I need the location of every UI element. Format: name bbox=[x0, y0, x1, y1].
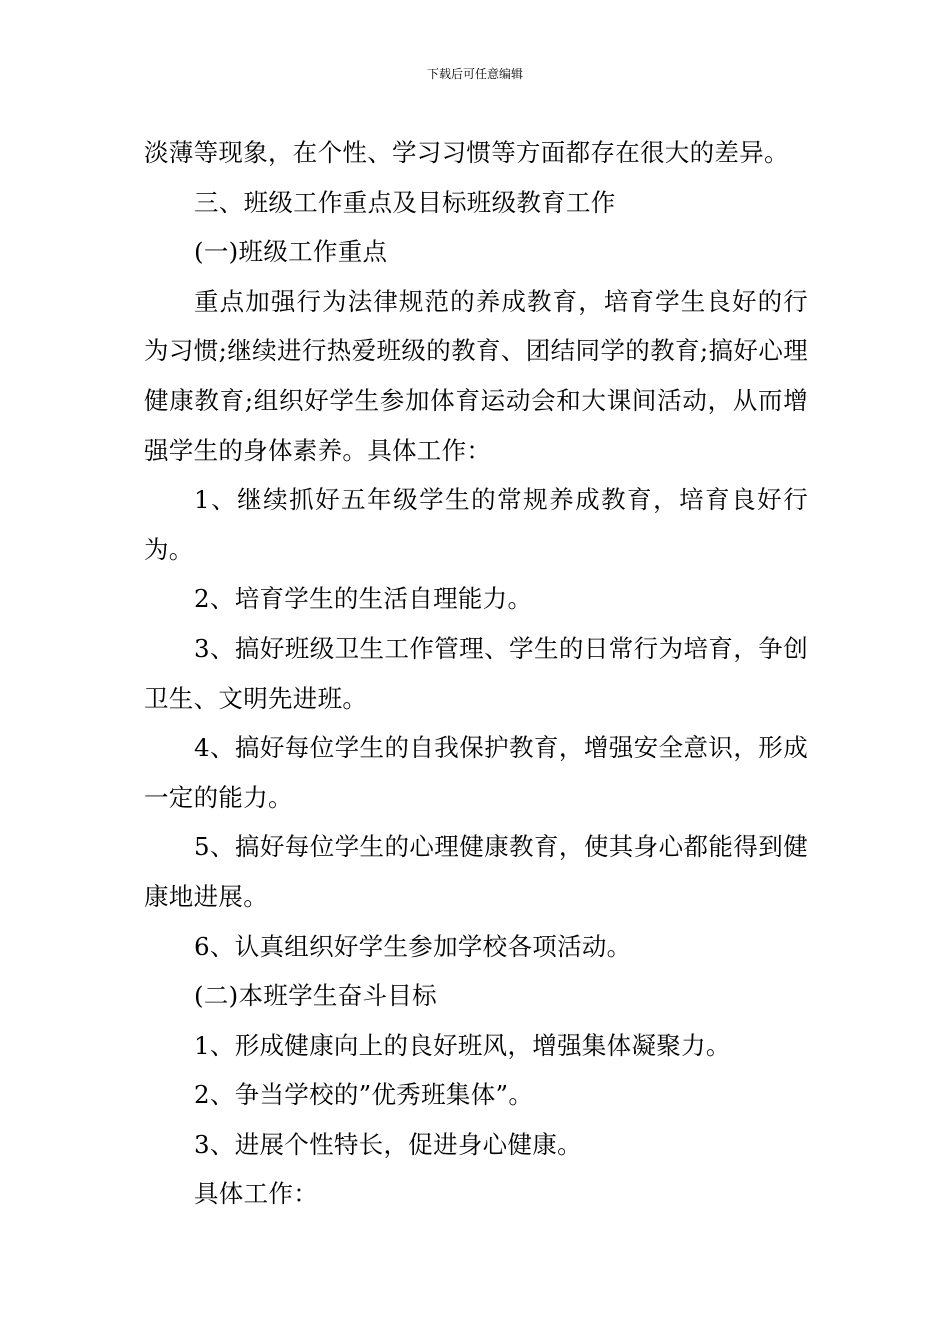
section-heading-3: 三、班级工作重点及目标班级教育工作 bbox=[194, 187, 616, 217]
list-item-work-6: 6、认真组织好学生参加学校各项活动。 bbox=[194, 931, 632, 961]
list-item-goal-3: 3、进展个性特长，促进身心健康。 bbox=[194, 1129, 582, 1159]
subsection-heading-1: (一)班级工作重点 bbox=[194, 237, 388, 267]
list-item-work-5: 5、搞好每位学生的心理健康教育，使其身心都能得到健康地进展。 bbox=[144, 832, 808, 911]
list-item-work-4: 4、搞好每位学生的自我保护教育，增强安全意识，形成一定的能力。 bbox=[144, 733, 808, 812]
paragraph-continuation: 淡薄等现象，在个性、学习习惯等方面都存在很大的差异。 bbox=[144, 138, 789, 167]
list-item-work-1: 1、继续抓好五年级学生的常规养成教育，培育良好行为。 bbox=[144, 485, 808, 564]
list-item-work-3: 3、搞好班级卫生工作管理、学生的日常行为培育，争创卫生、文明先进班。 bbox=[144, 633, 808, 713]
subsection-heading-2: (二)本班学生奋斗目标 bbox=[194, 981, 437, 1011]
list-item-goal-2: 2、争当学校的”优秀班集体”。 bbox=[194, 1080, 534, 1110]
list-item-work-2: 2、培育学生的生活自理能力。 bbox=[194, 584, 533, 614]
list-item-goal-1: 1、形成健康向上的良好班风，增强集体凝聚力。 bbox=[194, 1030, 731, 1060]
document-body bbox=[144, 128, 808, 1219]
paragraph-specific-work: 具体工作： bbox=[194, 1179, 318, 1209]
page-header: 下载后可任意编辑 bbox=[426, 67, 523, 81]
paragraph-focus-summary: 重点加强行为法律规范的养成教育，培育学生良好的行为习惯;继续进行热爱班级的教育、团结同学的教育;搞好心理健康教育;组织好学生参加体育运动会和大课间活动，从而增强学生的身体素养。具体工作： bbox=[144, 286, 808, 465]
